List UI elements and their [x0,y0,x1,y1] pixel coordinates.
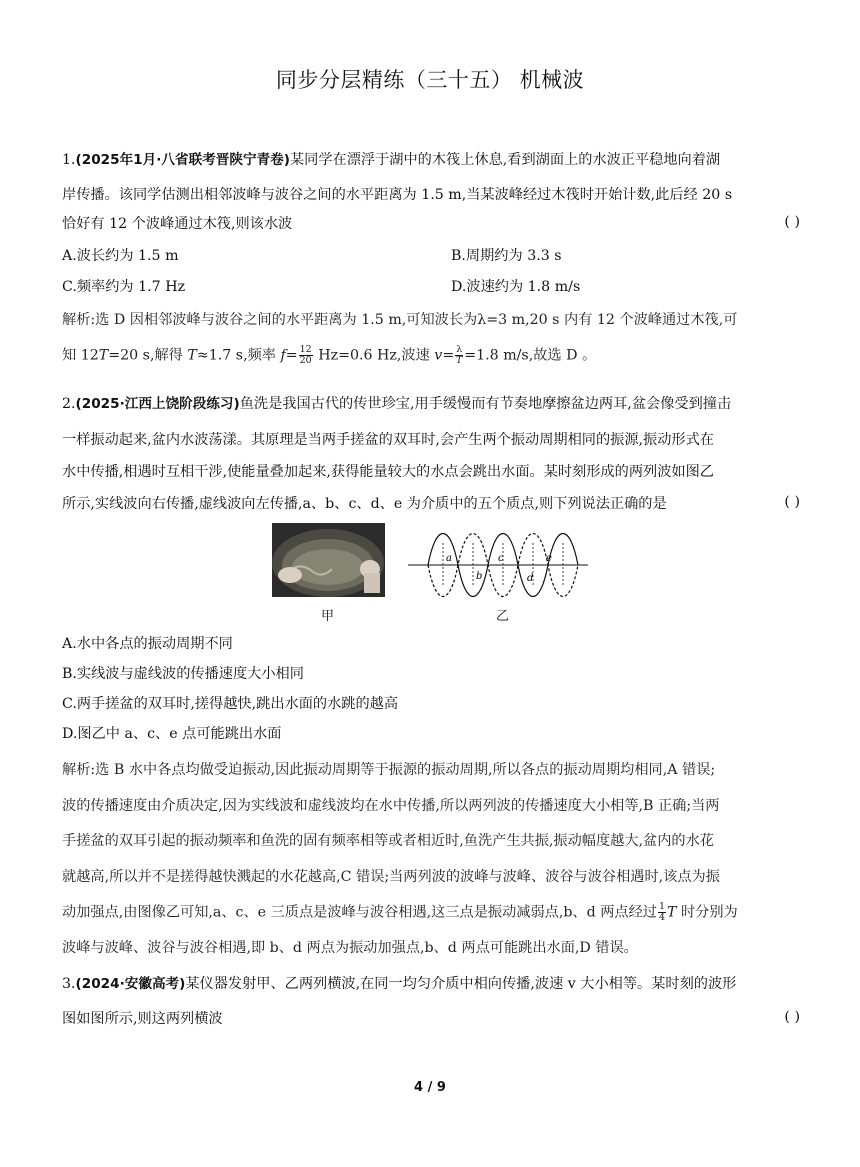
point-c: c [498,553,504,564]
q1-source: (2025年1月·八省联考晋陕宁青卷) [75,152,290,168]
wave-diagram-yi [406,523,592,603]
point-e: e [546,553,552,564]
q2-figure [272,523,592,623]
q2-fraction-1-4: $\frac{1}{4}$ [658,901,666,923]
q2-stem-line2: 一样振动起来,盆内水波荡漾。其原理是当两手搓盆的双耳时,会产生两个振动周期相同的振源,振动形式在 [62,432,714,448]
q2-stem-line3: 水中传播,相遇时互相干涉,使能量叠加起来,获得能量较大的水点会跳出水面。某时刻形成的两列波如图乙 [62,464,714,480]
q2-answer-paren: ( ) [784,494,800,510]
q2-source: (2025·江西上饶阶段练习) [75,396,240,412]
q1-option-c: C.频率约为 1.7 Hz [62,279,186,295]
q1-stem-line2: 岸传播。该同学估测出相邻波峰与波谷之间的水平距离为 1.5 m,当某波峰经过木筏时开始计数,此后经 20 s [62,187,733,203]
q2-option-d: D.图乙中 a、c、e 点可能跳出水面 [62,726,282,742]
q1-option-b: B.周期约为 3.3 s [451,248,562,264]
q1-answer-paren: ( ) [784,214,800,230]
q1-stem-line3: 恰好有 12 个波峰通过木筏,则该水波 [62,216,293,232]
q1-option-d: D.波速约为 1.8 m/s [451,279,581,295]
q1-fraction-12-20: $\frac{12}{20}$ [299,344,312,366]
q2-option-b: B.实线波与虚线波的传播速度大小相同 [62,666,304,682]
yuxi-basin-photo [272,523,385,597]
q2-stem-line4: 所示,实线波向右传播,虚线波向左传播,a、b、c、d、e 为介质中的五个质点,则下列说法正确的是 [62,496,667,512]
q2-analysis-line4: 就越高,所以并不是搓得越快溅起的水花越高,C 错误;当两列波的波峰与波峰、波谷与波谷相遇时,该点为振 [62,869,720,885]
q2-analysis-line6: 波峰与波峰、波谷与波谷相遇,即 b、d 两点为振动加强点,b、d 两点可能跳出水面,D 错误。 [62,940,638,956]
q2-analysis-line1: 解析:选 B 水中各点均做受迫振动,因此振动周期等于振源的振动周期,所以各点的振动周期均相同,A 错误; [62,762,716,778]
q2-analysis-line3: 手搓盆的双耳引起的振动频率和鱼洗的固有频率相等或者相近时,鱼洗产生共振,振动幅度越大,盆内的水花 [62,833,714,849]
q3-source: (2024·安徽高考) [75,976,186,992]
q2-option-a: A.水中各点的振动周期不同 [62,636,233,652]
q2-option-c: C.两手搓盆的双耳时,搓得越快,跳出水面的水跳的越高 [62,696,399,712]
q2-analysis-line5: 动加强点,由图像乙可知,a、c、e 三质点是波峰与波谷相遇,这三点是振动减弱点,b、d 两点经过 $\frac{1}{4}$ T 时分别为 [62,901,738,923]
page-number: 4 / 9 [414,1080,446,1095]
q1-fraction-lambda-T: $\frac{\lambda}{T}$ [456,344,463,366]
page-title: 同步分层精练（三十五） 机械波 [275,68,585,92]
q3-stem-line1: 3.(2024·安徽高考)某仪器发射甲、乙两列横波,在同一均匀介质中相向传播,波速 v 大小相等。某时刻的波形 [62,976,737,992]
q2-analysis-line2: 波的传播速度由介质决定,因为实线波和虚线波均在水中传播,所以两列波的传播速度大小相等,B 正确;当两 [62,798,720,814]
point-d: d [527,573,534,584]
point-a: a [446,553,452,564]
q1-option-a: A.波长约为 1.5 m [62,248,179,264]
q1-analysis-line2: 知 12T=20 s,解得 T≈1.7 s,频率 f= $\frac{12}{20}$ Hz=0.6 Hz,波速 v= $\frac{\lambda}{T}=1.8$ m/s,故选 D 。 [62,344,597,366]
figure-label-jia: 甲 [321,609,335,624]
q2-stem-line1: 2.(2025·江西上饶阶段练习)鱼洗是我国古代的传世珍宝,用手缓慢而有节奏地摩擦盆边两耳,盆会像受到撞击 [62,396,732,412]
point-b: b [476,571,483,582]
figure-label-yi: 乙 [496,609,510,624]
q1-stem-line1: 1.(2025年1月·八省联考晋陕宁青卷)某同学在漂浮于湖中的木筏上休息,看到湖面上的水波正平稳地向着湖 [62,152,721,168]
q1-analysis-line1: 解析:选 D 因相邻波峰与波谷之间的水平距离为 1.5 m,可知波长为λ=3 m,20 s 内有 12 个波峰通过木筏,可 [62,312,738,328]
q3-answer-paren: ( ) [784,1009,800,1025]
q3-stem-line2: 图如图所示,则这两列横波 [62,1011,223,1027]
